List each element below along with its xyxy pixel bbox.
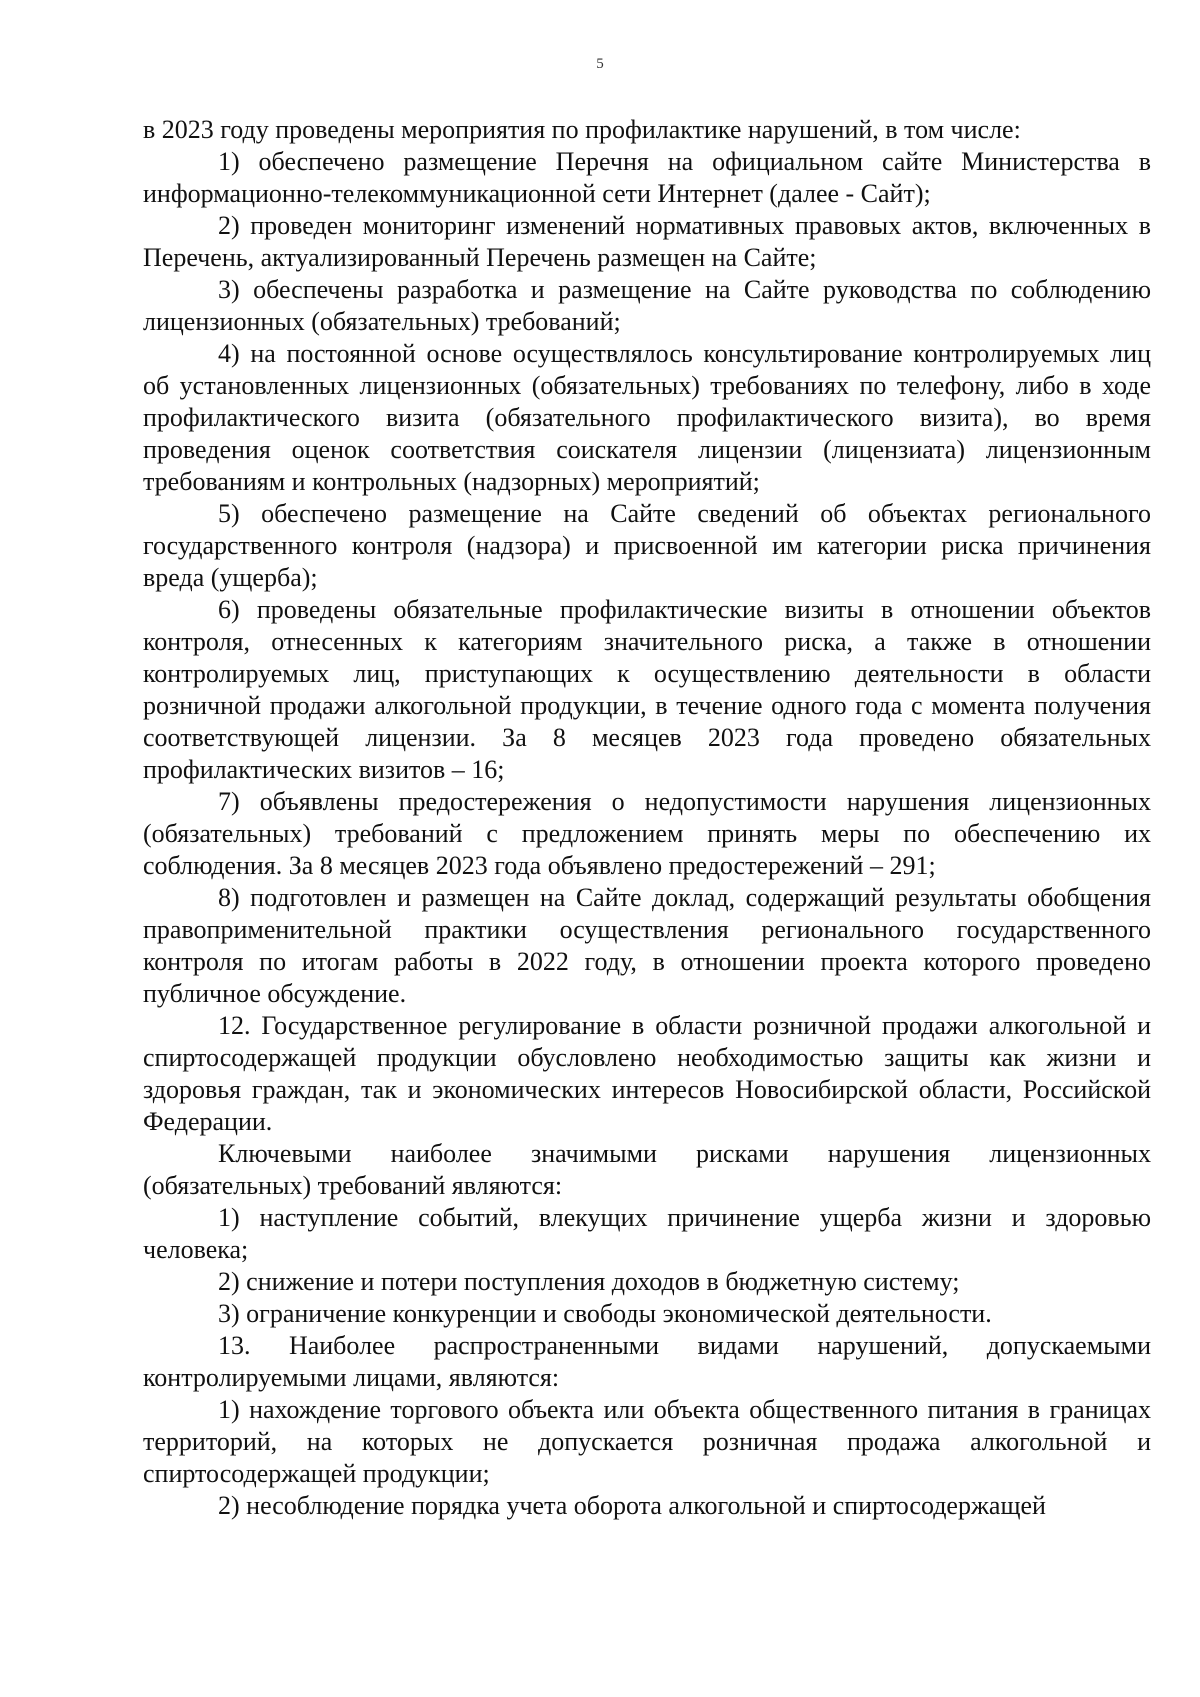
list-item: 6) проведены обязательные профилактические визиты в отношении объектов контроля, отнесенных к категориям значительного риска, а также в отношении контролируемых лиц, приступающих к осуществлению деятельности в области розничной продажи алкогольной продукции, в течение одного года с момента получения соответствующей лицензии. За 8 месяцев 2023 года проведено обязательных профилактических визитов – 16; <box>143 595 1151 784</box>
list-item: 2) несоблюдение порядка учета оборота алкогольной и спиртосодержащей <box>218 1491 1046 1520</box>
list-item: 2) снижение и потери поступления доходов в бюджетную систему; <box>218 1267 960 1296</box>
list-item: 2) проведен мониторинг изменений нормативных правовых актов, включенных в Перечень, актуализированный Перечень размещен на Сайте; <box>143 211 1151 272</box>
page-number: 5 <box>596 56 604 72</box>
document-body <box>143 114 1151 1522</box>
list-item: 1) наступление событий, влекущих причинение ущерба жизни и здоровью человека; <box>143 1203 1151 1264</box>
section-paragraph: 13. Наиболее распространенными видами нарушений, допускаемыми контролируемыми лицами, являются: <box>143 1331 1151 1392</box>
list-item: 1) обеспечено размещение Перечня на официальном сайте Министерства в информационно-телекоммуникационной сети Интернет (далее - Сайт); <box>143 147 1151 208</box>
list-item: 3) обеспечены разработка и размещение на Сайте руководства по соблюдению лицензионных (обязательных) требований; <box>143 275 1151 336</box>
list-item: 5) обеспечено размещение на Сайте сведений об объектах регионального государственного контроля (надзора) и присвоенной им категории риска причинения вреда (ущерба); <box>143 499 1151 592</box>
list-item: 4) на постоянной основе осуществлялось консультирование контролируемых лиц об установленных лицензионных (обязательных) требованиях по телефону, либо в ходе профилактического визита (обязательного профилактического визита), во время проведения оценок соответствия соискателя лицензии (лицензиата) лицензионным требованиям и контрольных (надзорных) мероприятий; <box>143 339 1151 496</box>
list-item: 8) подготовлен и размещен на Сайте доклад, содержащий результаты обобщения правоприменительной практики осуществления регионального государственного контроля по итогам работы в 2022 году, в отношении проекта которого проведено публичное обсуждение. <box>143 883 1151 1008</box>
list-item: 3) ограничение конкуренции и свободы экономической деятельности. <box>218 1299 992 1328</box>
list-item: 1) нахождение торгового объекта или объекта общественного питания в границах территорий, на которых не допускается розничная продажа алкогольной и спиртосодержащей продукции; <box>143 1395 1151 1488</box>
paragraph-intro: в 2023 году проведены мероприятия по профилактике нарушений, в том числе: <box>143 115 1021 144</box>
list-item: 7) объявлены предостережения о недопустимости нарушения лицензионных (обязательных) требований с предложением принять меры по обеспечению их соблюдения. За 8 месяцев 2023 года объявлено предостережений – 291; <box>143 787 1151 880</box>
paragraph: Ключевыми наиболее значимыми рисками нарушения лицензионных (обязательных) требований являются: <box>143 1139 1151 1200</box>
section-paragraph: 12. Государственное регулирование в области розничной продажи алкогольной и спиртосодержащей продукции обусловлено необходимостью защиты как жизни и здоровья граждан, так и экономических интересов Новосибирской области, Российской Федерации. <box>143 1011 1151 1136</box>
